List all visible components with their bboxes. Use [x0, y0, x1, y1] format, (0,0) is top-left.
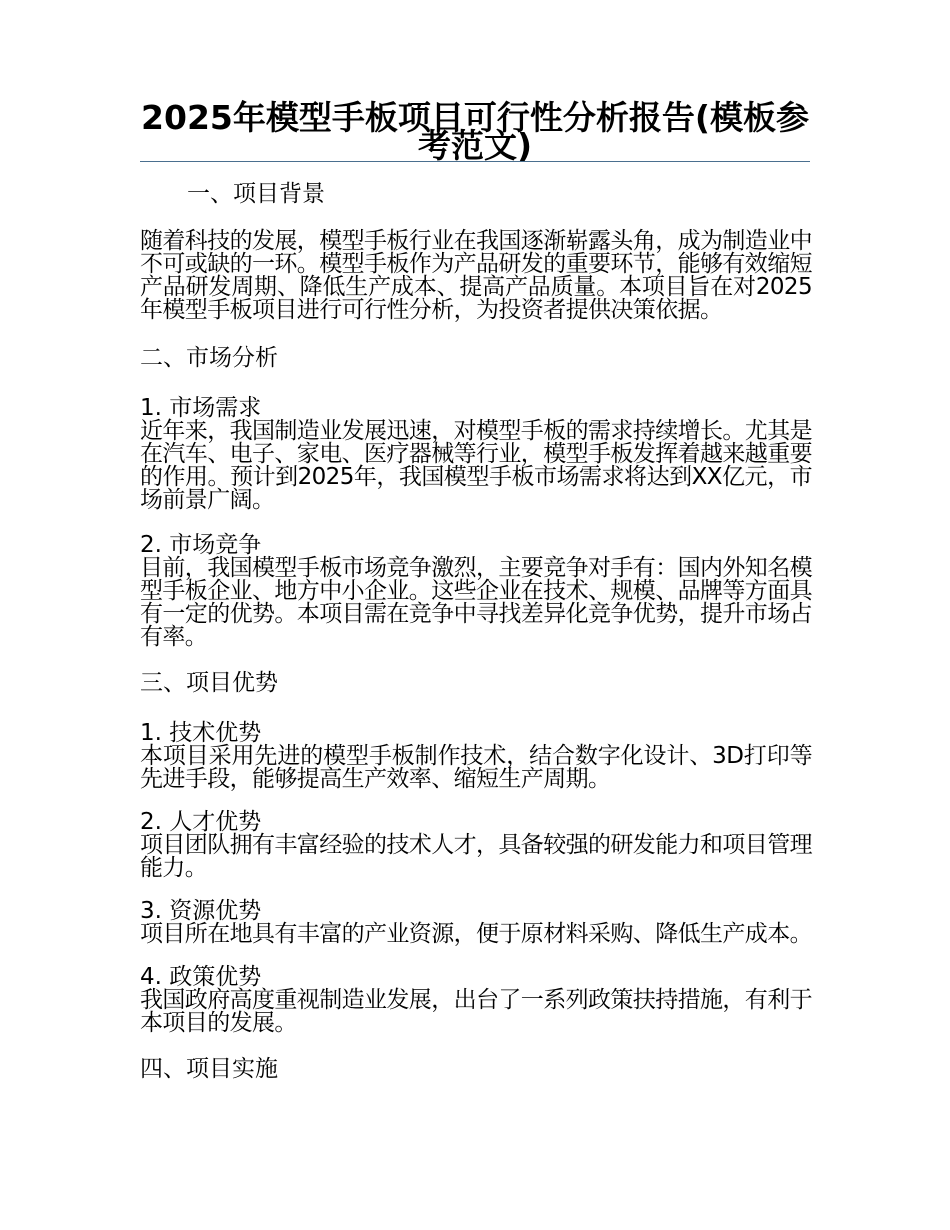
section-heading-implementation: 四、项目实施	[140, 1056, 278, 1082]
policy-advantage-paragraph: 我国政府高度重视制造业发展，出台了一系列政策扶持措施，有利于本项目的发展。	[140, 987, 813, 1036]
subheading-talent-advantage: 2. 人才优势	[140, 809, 262, 835]
title-underline	[140, 161, 810, 162]
background-paragraph: 随着科技的发展，模型手板行业在我国逐渐崭露头角，成为制造业中不可或缺的一环。模型手板作为产品研发的重要环节，能够有效缩短产品研发周期、降低生产成本、提高产品质量。本项目旨在对2025年模型手板项目进行可行性分析，为投资者提供决策依据。	[140, 228, 813, 323]
market-competition-paragraph: 目前，我国模型手板市场竞争激烈，主要竞争对手有：国内外知名模型手板企业、地方中小企业。这些企业在技术、规模、品牌等方面具有一定的优势。本项目需在竞争中寻找差异化竞争优势，提升市场占有率。	[140, 555, 813, 650]
document-body	[140, 180, 812, 1083]
subheading-tech-advantage: 1. 技术优势	[140, 720, 262, 746]
subheading-market-competition: 2. 市场竞争	[140, 532, 262, 558]
tech-advantage-paragraph: 本项目采用先进的模型手板制作技术，结合数字化设计、3D打印等先进手段，能够提高生产效率、缩短生产周期。	[140, 743, 812, 792]
talent-advantage-paragraph: 项目团队拥有丰富经验的技术人才，具备较强的研发能力和项目管理能力。	[140, 832, 813, 881]
resource-advantage-paragraph: 项目所在地具有丰富的产业资源，便于原材料采购、降低生产成本。	[140, 921, 813, 947]
document-title: 2025年模型手板项目可行性分析报告(模板参考范文)	[141, 98, 809, 165]
market-demand-paragraph: 近年来，我国制造业发展迅速，对模型手板的需求持续增长。尤其是在汽车、电子、家电、医疗器械等行业，模型手板发挥着越来越重要的作用。预计到2025年，我国模型手板市场需求将达到XX亿元，市场前景广阔。	[140, 418, 813, 513]
subheading-policy-advantage: 4. 政策优势	[140, 964, 262, 990]
subheading-resource-advantage: 3. 资源优势	[140, 898, 262, 924]
subheading-market-demand: 1. 市场需求	[140, 395, 262, 421]
section-heading-market: 二、市场分析	[140, 345, 278, 371]
section-heading-advantages: 三、项目优势	[140, 670, 278, 696]
section-heading-background: 一、项目背景	[187, 181, 325, 207]
